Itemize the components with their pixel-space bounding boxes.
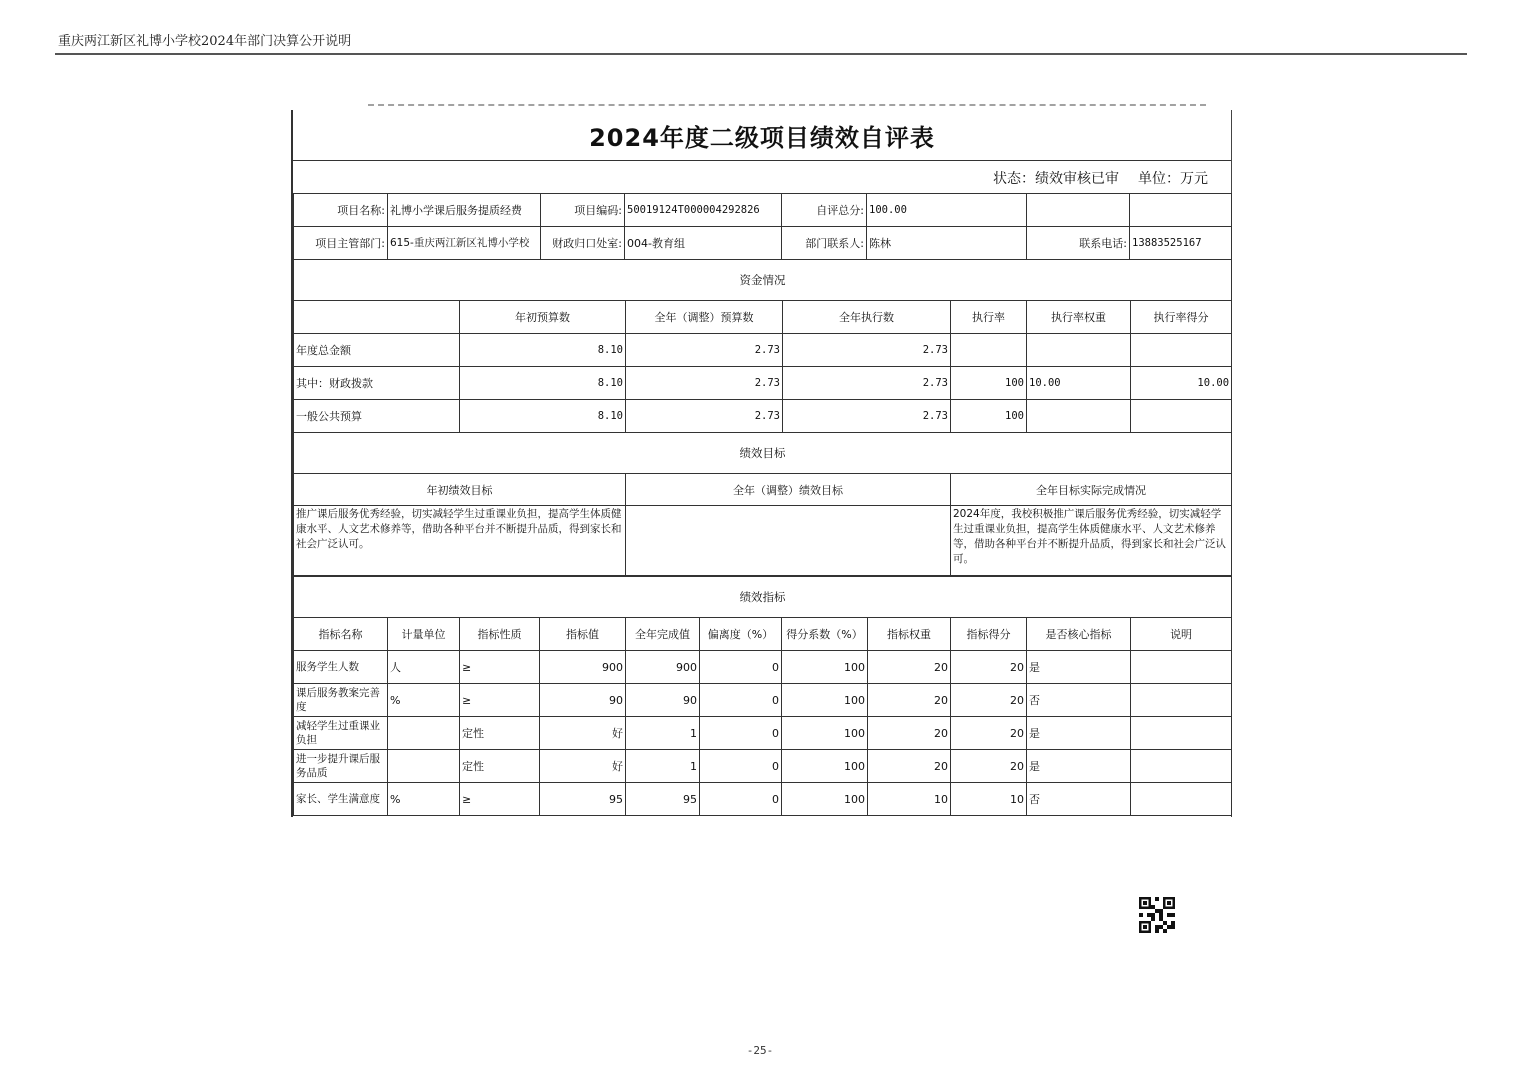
dept-label: 项目主管部门: bbox=[294, 227, 388, 260]
contact-label: 部门联系人: bbox=[782, 227, 867, 260]
indicator-cell bbox=[1131, 684, 1232, 717]
header-rule bbox=[55, 53, 1467, 55]
indicator-cell: 1 bbox=[626, 717, 700, 750]
goals-table bbox=[293, 432, 1232, 576]
indicator-name: 进一步提升课后服务品质 bbox=[294, 750, 388, 783]
goals-section-title: 绩效目标 bbox=[294, 433, 1232, 474]
indicator-header: 偏离度（%） bbox=[700, 618, 782, 651]
cell: 2.73 bbox=[783, 400, 951, 433]
indicator-cell: 95 bbox=[540, 783, 626, 816]
status-text: 状态：绩效审核已审 bbox=[993, 171, 1119, 187]
indicator-cell: 900 bbox=[626, 651, 700, 684]
row-label: 其中：财政拨款 bbox=[294, 367, 460, 400]
row-label: 一般公共预算 bbox=[294, 400, 460, 433]
indicator-cell: 100 bbox=[782, 717, 868, 750]
cell: 10.00 bbox=[1027, 367, 1131, 400]
indicators-table bbox=[293, 576, 1232, 816]
scan-edge bbox=[368, 104, 1206, 109]
indicator-cell: 10 bbox=[951, 783, 1027, 816]
finance-office-value: 004-教育组 bbox=[625, 227, 782, 260]
score-value: 100.00 bbox=[867, 194, 1027, 227]
indicator-cell bbox=[1131, 651, 1232, 684]
project-name-label: 项目名称: bbox=[294, 194, 388, 227]
indicator-cell: 0 bbox=[700, 750, 782, 783]
cell: 8.10 bbox=[460, 334, 626, 367]
indicator-header: 说明 bbox=[1131, 618, 1232, 651]
indicator-cell: 好 bbox=[540, 750, 626, 783]
blank-cell bbox=[1130, 194, 1232, 227]
table-row bbox=[294, 367, 1232, 400]
actual-completion-text: 2024年度，我校积极推广课后服务优秀经验，切实减轻学生过重课业负担，提高学生体质健康水平、人文艺术修养等，借助各种平台并不断提升品质，得到家长和社会广泛认可。 bbox=[951, 506, 1232, 576]
indicator-cell: 10 bbox=[868, 783, 951, 816]
indicator-cell: 好 bbox=[540, 717, 626, 750]
funds-table bbox=[293, 259, 1232, 433]
indicator-header: 指标性质 bbox=[460, 618, 540, 651]
phone-value: 13883525167 bbox=[1130, 227, 1232, 260]
indicator-cell: 20 bbox=[868, 651, 951, 684]
funds-header: 执行率权重 bbox=[1027, 301, 1131, 334]
indicator-cell: % bbox=[388, 783, 460, 816]
cell: 100 bbox=[951, 400, 1027, 433]
indicator-header: 指标得分 bbox=[951, 618, 1027, 651]
indicator-cell: 20 bbox=[868, 717, 951, 750]
indicator-cell: 900 bbox=[540, 651, 626, 684]
table-row bbox=[294, 334, 1232, 367]
cell: 2.73 bbox=[626, 334, 783, 367]
funds-header bbox=[294, 301, 460, 334]
indicator-cell: 100 bbox=[782, 783, 868, 816]
indicator-header: 指标权重 bbox=[868, 618, 951, 651]
funds-header: 全年（调整）预算数 bbox=[626, 301, 783, 334]
cell: 2.73 bbox=[626, 367, 783, 400]
funds-header: 年初预算数 bbox=[460, 301, 626, 334]
indicator-cell: 是 bbox=[1027, 651, 1131, 684]
dept-value: 615-重庆两江新区礼博小学校 bbox=[388, 227, 541, 260]
indicators-section-title: 绩效指标 bbox=[294, 577, 1232, 618]
indicator-cell: % bbox=[388, 684, 460, 717]
table-row bbox=[294, 750, 1232, 783]
indicator-header: 是否核心指标 bbox=[1027, 618, 1131, 651]
indicator-cell: 否 bbox=[1027, 684, 1131, 717]
cell: 2.73 bbox=[783, 334, 951, 367]
row-label: 年度总金额 bbox=[294, 334, 460, 367]
cell: 10.00 bbox=[1131, 367, 1232, 400]
indicator-cell: ≥ bbox=[460, 783, 540, 816]
indicator-name: 减轻学生过重课业负担 bbox=[294, 717, 388, 750]
cell: 8.10 bbox=[460, 400, 626, 433]
indicator-cell: 20 bbox=[951, 684, 1027, 717]
indicator-cell: 0 bbox=[700, 651, 782, 684]
cell bbox=[1131, 334, 1232, 367]
score-label: 自评总分: bbox=[782, 194, 867, 227]
indicator-header: 指标名称 bbox=[294, 618, 388, 651]
funds-header: 全年执行数 bbox=[783, 301, 951, 334]
cell bbox=[1131, 400, 1232, 433]
indicator-cell: 20 bbox=[951, 717, 1027, 750]
funds-section-title: 资金情况 bbox=[294, 260, 1232, 301]
project-code-value: 50019124T000004292826 bbox=[625, 194, 782, 227]
indicator-header: 得分系数（%） bbox=[782, 618, 868, 651]
indicator-header: 全年完成值 bbox=[626, 618, 700, 651]
indicator-cell: 定性 bbox=[460, 750, 540, 783]
indicator-cell: 20 bbox=[868, 750, 951, 783]
table-row bbox=[294, 400, 1232, 433]
cell: 2.73 bbox=[783, 367, 951, 400]
indicator-cell bbox=[1131, 783, 1232, 816]
funds-header: 执行率 bbox=[951, 301, 1027, 334]
initial-goal-text: 推广课后服务优秀经验，切实减轻学生过重课业负担，提高学生体质健康水平、人文艺术修养等，借助各种平台并不断提升品质，得到家长和社会广泛认可。 bbox=[294, 506, 626, 576]
status-row bbox=[293, 160, 1231, 194]
page-header: 重庆两江新区礼博小学校2024年部门决算公开说明 bbox=[58, 34, 352, 49]
goals-header-adjusted: 全年（调整）绩效目标 bbox=[626, 474, 951, 506]
table-row bbox=[294, 684, 1232, 717]
indicator-cell: ≥ bbox=[460, 651, 540, 684]
indicator-cell: ≥ bbox=[460, 684, 540, 717]
form-title: 2024年度二级项目绩效自评表 bbox=[293, 110, 1231, 161]
finance-office-label: 财政归口处室: bbox=[541, 227, 625, 260]
indicator-cell bbox=[1131, 750, 1232, 783]
qr-code-icon bbox=[1139, 897, 1175, 933]
blank-cell bbox=[1027, 194, 1130, 227]
indicator-cell: 20 bbox=[951, 651, 1027, 684]
indicator-cell: 90 bbox=[540, 684, 626, 717]
indicator-rows bbox=[294, 651, 1232, 816]
adjusted-goal-text bbox=[626, 506, 951, 576]
funds-header: 执行率得分 bbox=[1131, 301, 1232, 334]
indicator-cell: 否 bbox=[1027, 783, 1131, 816]
unit-text: 单位：万元 bbox=[1138, 171, 1208, 187]
cell bbox=[1027, 334, 1131, 367]
table-row bbox=[294, 717, 1232, 750]
indicator-cell: 20 bbox=[868, 684, 951, 717]
indicator-cell: 95 bbox=[626, 783, 700, 816]
indicator-cell: 20 bbox=[951, 750, 1027, 783]
project-code-label: 项目编码: bbox=[541, 194, 625, 227]
indicator-name: 课后服务教案完善度 bbox=[294, 684, 388, 717]
goals-header-initial: 年初绩效目标 bbox=[294, 474, 626, 506]
cell bbox=[951, 334, 1027, 367]
page-number: -25- bbox=[746, 1044, 774, 1057]
indicator-cell: 是 bbox=[1027, 750, 1131, 783]
cell: 2.73 bbox=[626, 400, 783, 433]
indicator-cell: 100 bbox=[782, 684, 868, 717]
indicator-header: 指标值 bbox=[540, 618, 626, 651]
info-table bbox=[293, 193, 1232, 260]
contact-value: 陈林 bbox=[867, 227, 1027, 260]
cell: 8.10 bbox=[460, 367, 626, 400]
indicator-cell: 100 bbox=[782, 651, 868, 684]
indicator-header: 计量单位 bbox=[388, 618, 460, 651]
table-row bbox=[294, 783, 1232, 816]
indicator-name: 服务学生人数 bbox=[294, 651, 388, 684]
indicator-cell bbox=[388, 717, 460, 750]
project-name-value: 礼博小学课后服务提质经费 bbox=[388, 194, 541, 227]
indicator-cell: 0 bbox=[700, 684, 782, 717]
indicator-cell: 人 bbox=[388, 651, 460, 684]
indicator-cell bbox=[388, 750, 460, 783]
evaluation-form bbox=[291, 110, 1232, 817]
indicator-cell: 100 bbox=[782, 750, 868, 783]
cell: 100 bbox=[951, 367, 1027, 400]
indicator-cell: 定性 bbox=[460, 717, 540, 750]
goals-header-actual: 全年目标实际完成情况 bbox=[951, 474, 1232, 506]
indicator-cell: 1 bbox=[626, 750, 700, 783]
indicator-cell: 90 bbox=[626, 684, 700, 717]
indicator-cell: 0 bbox=[700, 783, 782, 816]
indicator-cell bbox=[1131, 717, 1232, 750]
indicator-cell: 是 bbox=[1027, 717, 1131, 750]
indicator-name: 家长、学生满意度 bbox=[294, 783, 388, 816]
table-row bbox=[294, 651, 1232, 684]
indicator-cell: 0 bbox=[700, 717, 782, 750]
cell bbox=[1027, 400, 1131, 433]
phone-label: 联系电话: bbox=[1027, 227, 1130, 260]
